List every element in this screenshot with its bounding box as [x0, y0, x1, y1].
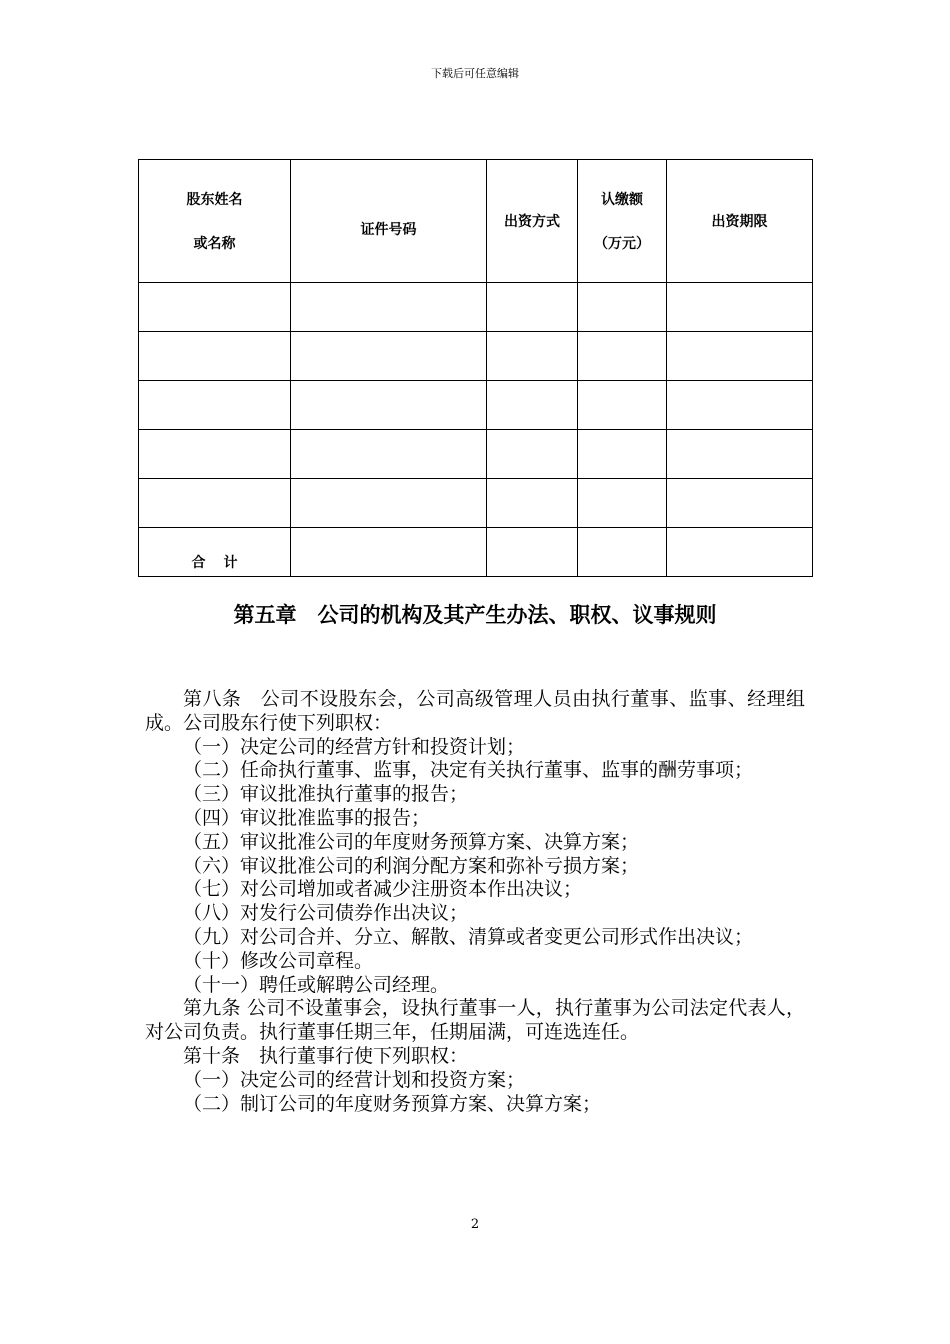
page-header: 下载后可任意编辑 [431, 67, 519, 80]
table-cell [578, 430, 667, 479]
table-cell [291, 479, 487, 528]
table-cell [667, 430, 813, 479]
table-cell [667, 528, 813, 577]
table-cell [139, 479, 291, 528]
table-cell [667, 283, 813, 332]
table-cell [139, 283, 291, 332]
paragraph: （一）决定公司的经营计划和投资方案； [183, 1068, 526, 1091]
paragraph: （一）决定公司的经营方针和投资计划； [183, 735, 526, 758]
paragraph: （三）审议批准执行董事的报告； [183, 783, 469, 806]
total-cell [139, 528, 291, 577]
header-id-label: 证件号码 [360, 222, 417, 238]
page-number: 2 [470, 1217, 480, 1232]
header-name-line2: 或名称 [193, 236, 236, 252]
paragraph: （九）对公司合并、分立、解散、清算或者变更公司形式作出决议； [183, 925, 754, 948]
paragraph: （十一）聘任或解聘公司经理。 [183, 973, 450, 996]
table-cell [291, 283, 487, 332]
shareholder-table [138, 159, 813, 577]
table-cell [578, 332, 667, 381]
header-amount-line2: （万元） [594, 236, 650, 252]
table-cell [487, 430, 578, 479]
paragraph: （十）修改公司章程。 [183, 949, 374, 972]
table-cell [578, 283, 667, 332]
table-cell [667, 381, 813, 430]
paragraph: （六）审议批准公司的利润分配方案和弥补亏损方案； [183, 854, 640, 877]
table-row [139, 430, 813, 479]
table-cell [139, 381, 291, 430]
header-deadline: 出资期限 [667, 160, 813, 283]
table-cell [667, 479, 813, 528]
paragraph: 第十条 执行董事行使下列职权： [183, 1044, 469, 1067]
table-cell [291, 528, 487, 577]
table-cell [139, 430, 291, 479]
paragraph: （八）对发行公司债券作出决议； [183, 902, 469, 925]
paragraph: （二）制订公司的年度财务预算方案、决算方案； [183, 1092, 602, 1115]
table-cell [291, 332, 487, 381]
table-total-row [139, 528, 813, 577]
table-cell [487, 479, 578, 528]
header-id [291, 160, 487, 283]
header-name [139, 160, 291, 283]
paragraph: （四）审议批准监事的报告； [183, 806, 431, 829]
table-row [139, 381, 813, 430]
table-cell [291, 430, 487, 479]
header-name-line1: 股东姓名 [186, 192, 243, 208]
table-row [139, 332, 813, 381]
paragraph: （五）审议批准公司的年度财务预算方案、决算方案； [183, 830, 640, 853]
table-cell [291, 381, 487, 430]
table-cell [667, 332, 813, 381]
table-cell [578, 381, 667, 430]
table-cell [487, 381, 578, 430]
table-cell [487, 528, 578, 577]
table-row [139, 479, 813, 528]
paragraph: （二）任命执行董事、监事，决定有关执行董事、监事的酬劳事项； [183, 759, 754, 782]
paragraph: 第八条 公司不设股东会，公司高级管理人员由执行董事、监事、经理组成。公司股东行使下列职权： [145, 688, 805, 734]
table-cell [139, 332, 291, 381]
header-method: 出资方式 [487, 160, 578, 283]
table-row [139, 283, 813, 332]
table-cell [487, 332, 578, 381]
table-cell [578, 528, 667, 577]
total-label: 合计 [191, 555, 256, 571]
header-amount [578, 160, 667, 283]
header-amount-line1: 认缴额 [601, 192, 643, 208]
paragraph: 第九条 公司不设董事会，设执行董事一人，执行董事为公司法定代表人，对公司负责。执行董事任期三年，任期届满，可连选连任。 [145, 997, 805, 1044]
table-cell [578, 479, 667, 528]
chapter-title: 第五章 公司的机构及其产生办法、职权、议事规则 [233, 603, 717, 627]
article-body [145, 688, 805, 1116]
table-cell [487, 283, 578, 332]
paragraph: （七）对公司增加或者减少注册资本作出决议； [183, 878, 583, 901]
table-header-row [139, 160, 813, 283]
